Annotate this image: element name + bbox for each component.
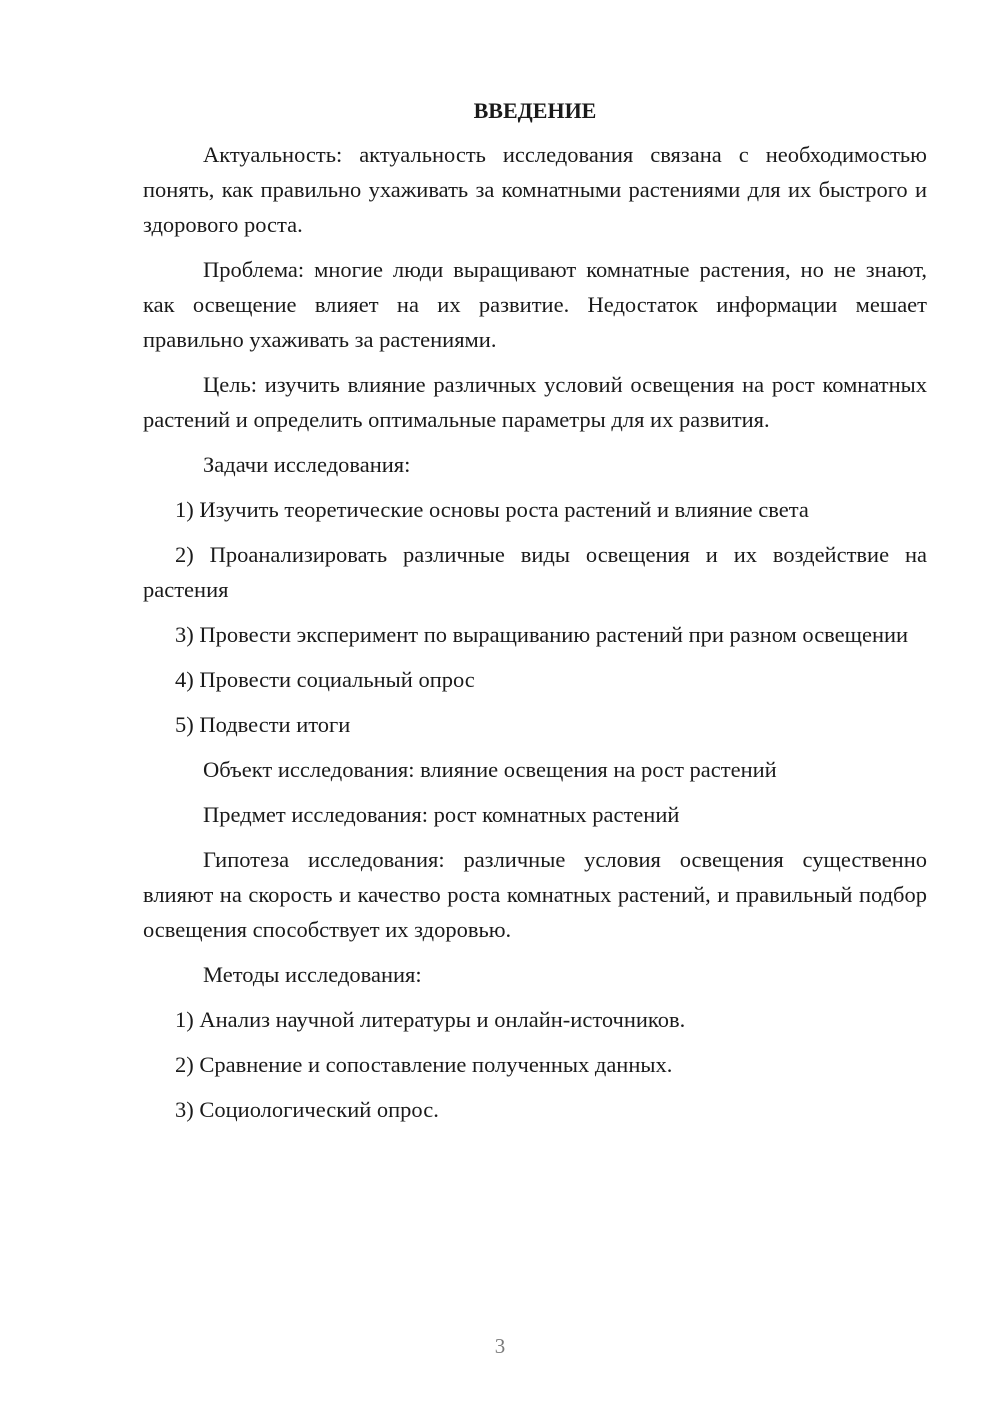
research-subject: Предмет исследования: рост комнатных растений — [203, 802, 680, 827]
paragraph-relevance: Актуальность: актуальность исследования связана с необходимостью понять, как правильно ухаживать за комнатными растениями для их быстрого и здорового роста. — [143, 142, 927, 237]
paragraph-goal: Цель: изучить влияние различных условий освещения на рост комнатных растений и определить оптимальные параметры для их развития. — [143, 372, 927, 432]
section-title: ВВЕДЕНИЕ — [473, 98, 597, 123]
tasks-heading: Задачи исследования: — [203, 452, 411, 477]
task-item: 5) Подвести итоги — [175, 712, 351, 737]
research-hypothesis: Гипотеза исследования: различные условия освещения существенно влияют на скорость и качество роста комнатных растений, и правильный подбор освещения способствует их здоровью. — [143, 847, 927, 942]
task-item: 3) Провести эксперимент по выращиванию растений при разном освещении — [175, 622, 909, 647]
task-item: 4) Провести социальный опрос — [175, 667, 475, 692]
task-item: 2) Проанализировать различные виды освещения и их воздействие на растения — [143, 542, 927, 602]
document-body — [143, 95, 927, 1137]
paragraph-problem: Проблема: многие люди выращивают комнатные растения, но не знают, как освещение влияет на их развитие. Недостаток информации мешает правильно ухаживать за растениями. — [143, 257, 927, 352]
task-item: 1) Изучить теоретические основы роста растений и влияние света — [175, 497, 809, 522]
method-item: 2) Сравнение и сопоставление полученных данных. — [175, 1052, 673, 1077]
page-number: 3 — [494, 1334, 506, 1358]
method-item: 3) Социологический опрос. — [175, 1097, 439, 1122]
research-object: Объект исследования: влияние освещения на рост растений — [203, 757, 777, 782]
methods-heading: Методы исследования: — [203, 962, 422, 987]
method-item: 1) Анализ научной литературы и онлайн-источников. — [175, 1007, 686, 1032]
